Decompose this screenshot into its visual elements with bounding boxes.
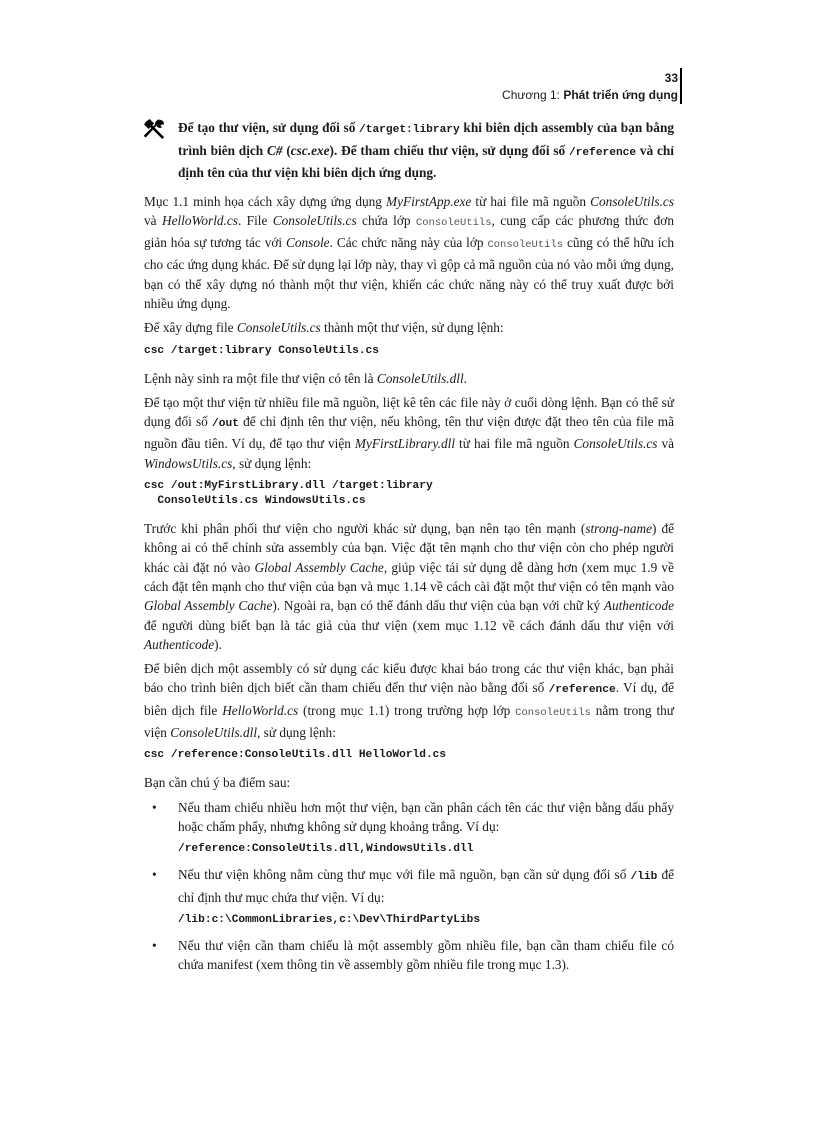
tip-box: Để tạo thư viện, sử dụng đối số /target:library khi biên dịch assembly của bạn bằng trình biên dịch C# (csc.exe). Để tham chiếu thư viện, sử dụng đối số /reference và chỉ định tên của thư viện khi biên dịch ứng dụng. <box>144 118 674 183</box>
list-item: • Nếu thư viện cần tham chiếu là một assembly gồm nhiều file, bạn cần tham chiếu file có chứa manifest (xem thông tin về assembly gồm nhiều file trong mục 1.3). <box>152 937 674 973</box>
code-block: csc /target:library ConsoleUtils.cs <box>144 344 379 357</box>
chapter-title: Chương 1: Phát triển ứng dụng <box>502 88 678 102</box>
paragraph: Để tạo một thư viện từ nhiều file mã nguồn, liệt kê tên các file này ở cuối dòng lệnh. Bạn có thể sử dụng đối số /out để chỉ định tên thư viện, nếu không, tên thư viện được đặt theo tên của file mã nguồn đầu tiên. Ví dụ, để tạo thư viện MyFirstLibrary.dll từ hai file mã nguồn ConsoleUtils.cs và WindowsUtils.cs, sử dụng lệnh: <box>144 394 675 471</box>
list-item: • Nếu tham chiếu nhiều hơn một thư viện, bạn cần phân cách tên các thư viện bằng dấu phẩy hoặc chấm phẩy, nhưng không sử dụng khoảng trắng. Ví dụ: /reference:ConsoleUtils.dll,WindowsUtils.dll <box>152 799 674 856</box>
bullet-glyph: • <box>152 867 157 883</box>
code-block: /lib:c:\CommonLibraries,c:\Dev\ThirdPartyLibs <box>178 913 481 926</box>
page-body <box>144 118 674 979</box>
code-block: csc /out:MyFirstLibrary.dll /target:library ConsoleUtils.cs WindowsUtils.cs <box>144 480 433 508</box>
paragraph: Để biên dịch một assembly có sử dụng các kiểu được khai báo trong các thư viện khác, bạn phải báo cho trình biên dịch biết cần tham chiếu đến thư viện nào bằng đối số /reference. Ví dụ, để biên dịch file HelloWorld.cs (trong mục 1.1) trong trường hợp lớp ConsoleUtils nằm trong thư viện ConsoleUtils.dll, sử dụng lệnh: <box>144 661 675 741</box>
paragraph: Bạn cần chú ý ba điểm sau: <box>144 775 291 791</box>
bullet-glyph: • <box>152 937 157 953</box>
paragraph: Lệnh này sinh ra một file thư viện có tên là ConsoleUtils.dll. <box>144 370 467 386</box>
tools-icon <box>144 119 166 139</box>
page-number: 33 <box>664 71 678 85</box>
code-block: /reference:ConsoleUtils.dll,WindowsUtils.dll <box>178 843 474 856</box>
bullet-glyph: • <box>152 799 157 815</box>
header-rule <box>680 68 682 104</box>
page-header <box>502 70 678 104</box>
list-item: • Nếu thư viện không nằm cùng thư mục với file mã nguồn, bạn cần sử dụng đối số /lib để chỉ định thư mục chứa thư viện. Ví dụ: /lib:c:\CommonLibraries,c:\Dev\ThirdPartyLibs <box>152 867 675 926</box>
paragraph: Trước khi phân phối thư viện cho người khác sử dụng, bạn nên tạo tên mạnh (strong-name) để không ai có thể chỉnh sửa assembly của bạn. Việc đặt tên mạnh cho thư viện còn cho phép người khác cài đặt nó vào Global Assembly Cache, giúp việc tái sử dụng dễ dàng hơn (xem mục 1.9 về cách đặt tên mạnh cho thư viện của bạn và mục 1.14 về cách cài đặt một thư viện có tên mạnh vào Global Assembly Cache). Ngoài ra, bạn có thể đánh dấu thư viện của bạn với chữ ký Authenticode để người dùng biết bạn là tác giả của thư viện (xem mục 1.12 về cách đánh dấu thư viện với Authenticode). <box>144 521 674 652</box>
paragraph: Để xây dựng file ConsoleUtils.cs thành một thư viện, sử dụng lệnh: <box>144 320 504 336</box>
paragraph: Mục 1.1 minh họa cách xây dựng ứng dụng MyFirstApp.exe từ hai file mã nguồn ConsoleUtils.cs và HelloWorld.cs. File ConsoleUtils.cs chứa lớp ConsoleUtils, cung cấp các phương thức đơn giản hóa sự tương tác với Console. Các chức năng này của lớp ConsoleUtils cũng có thể hữu ích cho các ứng dụng khác. Để sử dụng lại lớp này, thay vì gộp cả mã nguồn của nó vào mỗi ứng dụng, bạn có thể xây dựng nó thành một thư viện, khiến các chức năng này có thể truy xuất được bởi nhiều ứng dụng. <box>144 193 675 311</box>
code-block: csc /reference:ConsoleUtils.dll HelloWorld.cs <box>144 749 447 762</box>
bullet-list <box>144 798 674 975</box>
